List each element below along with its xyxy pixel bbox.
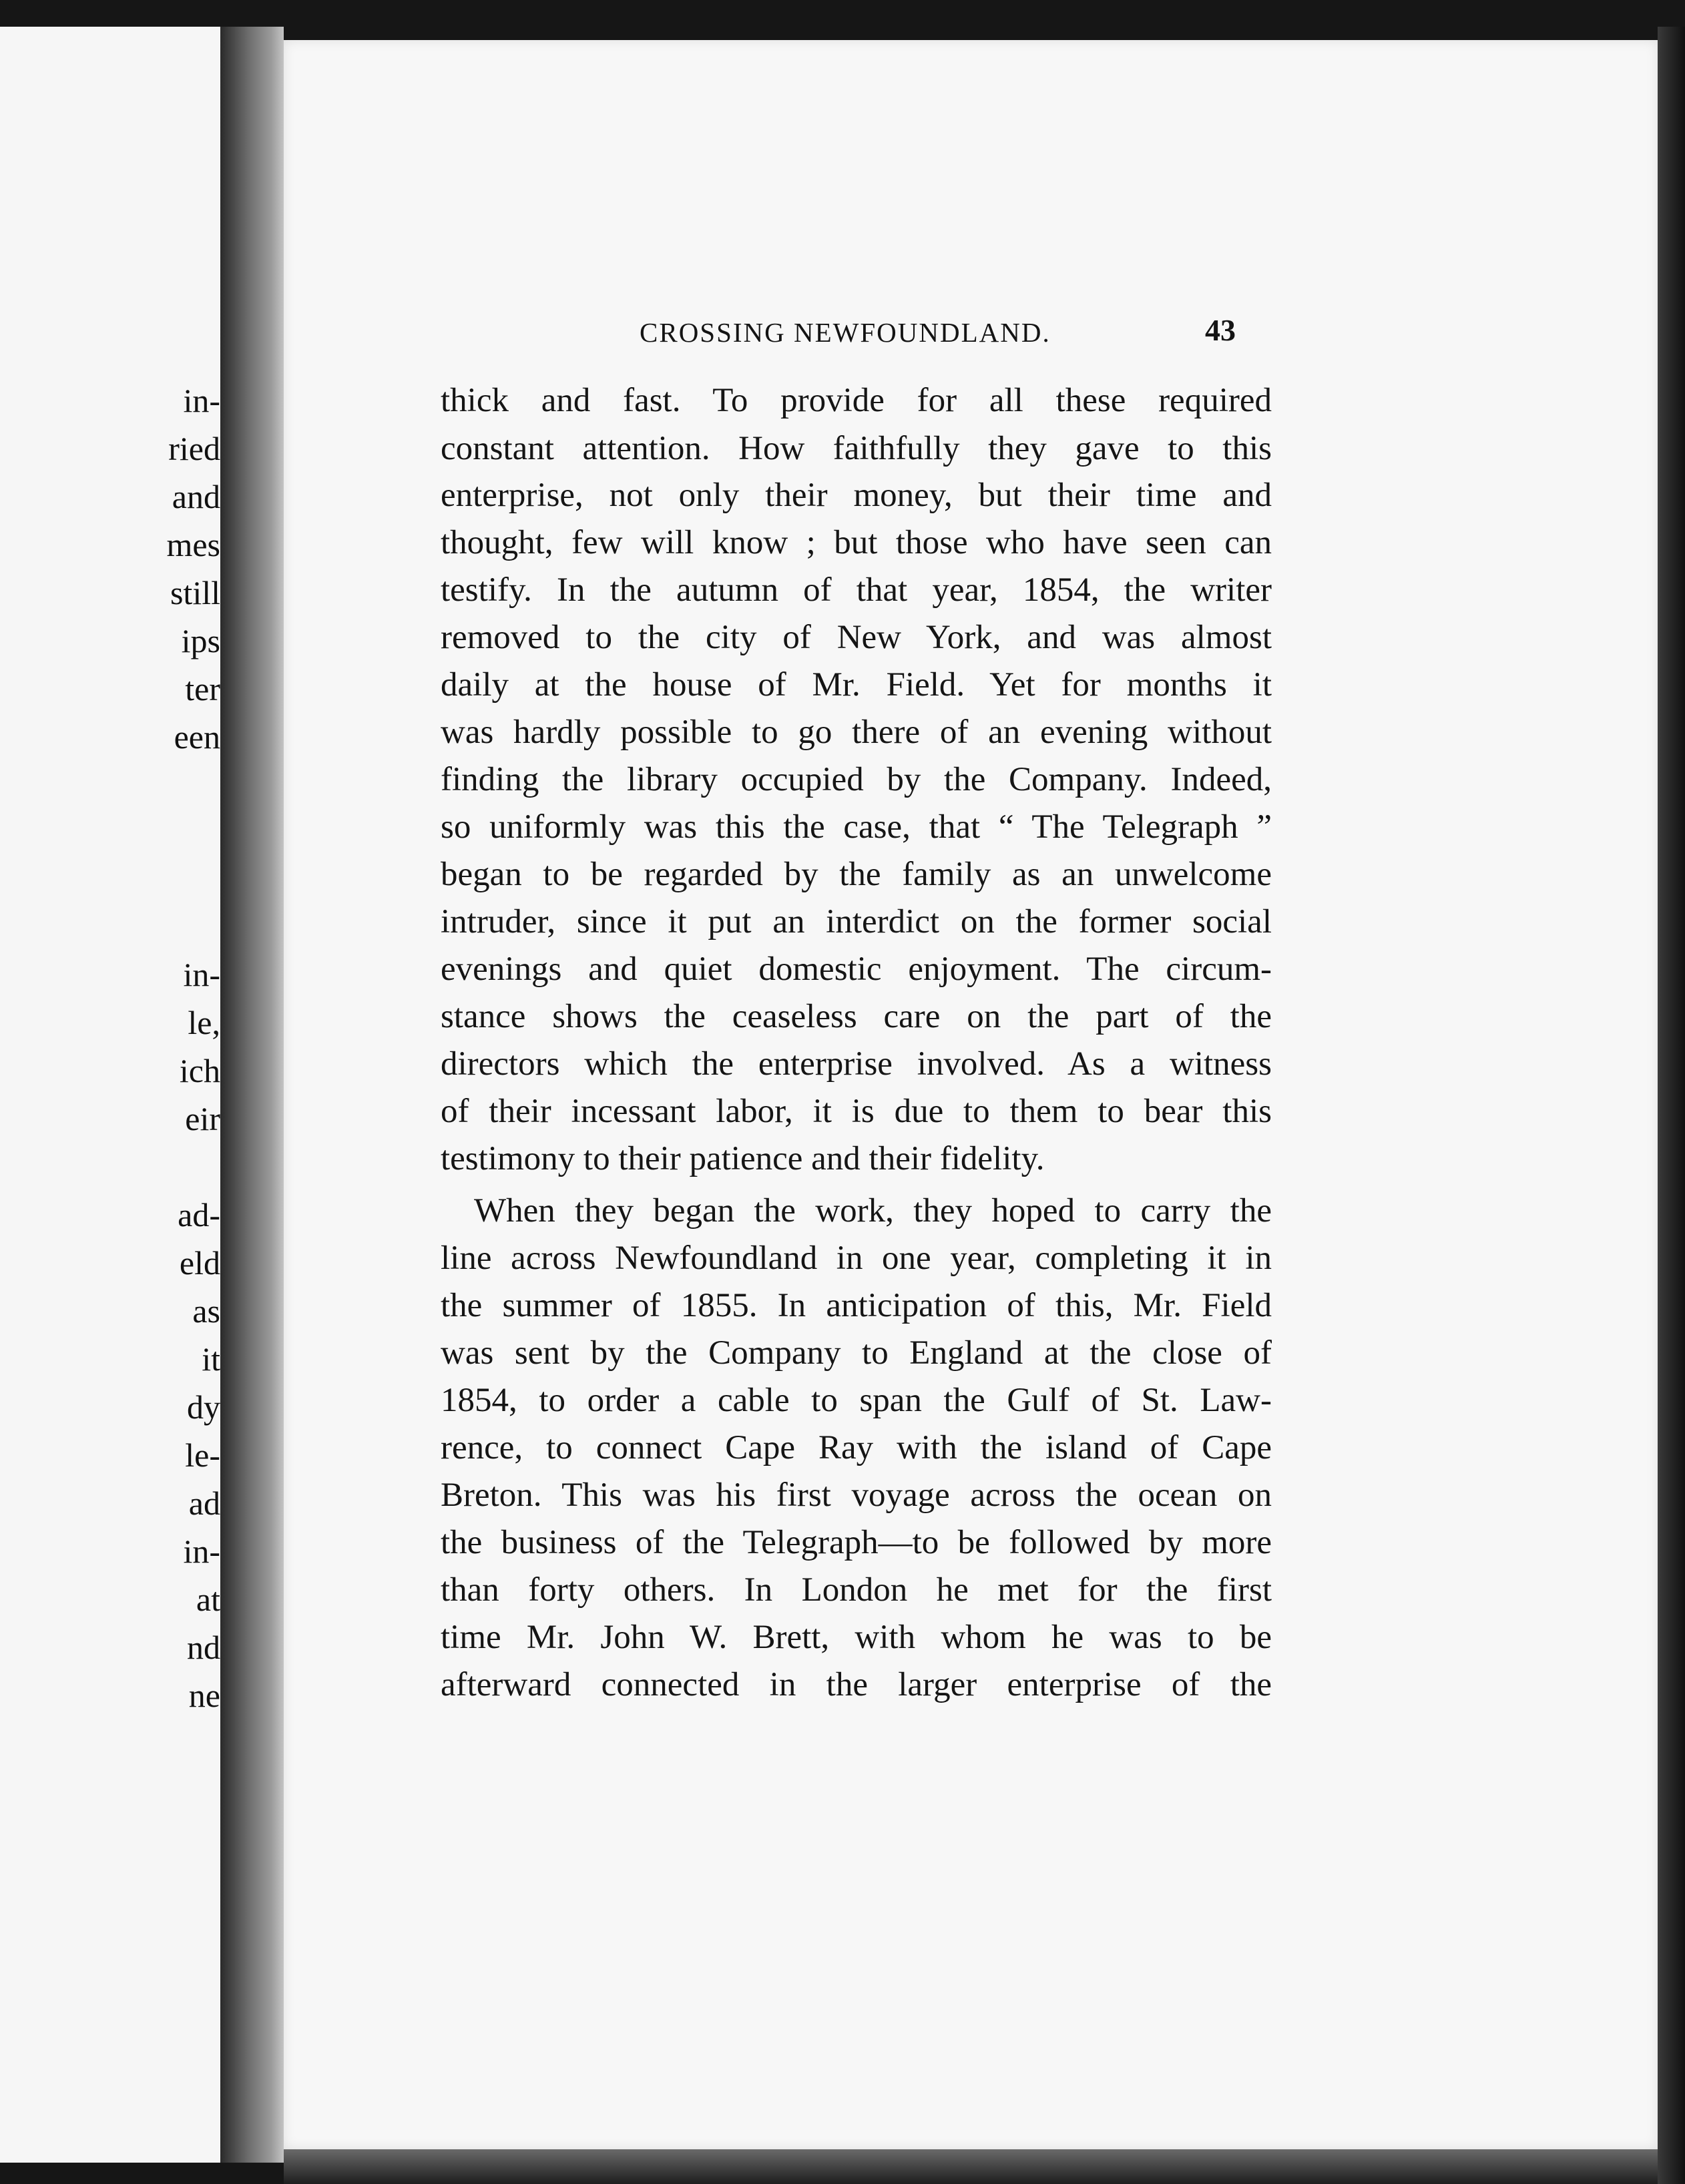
text-line: thick and fast. To provide for all these required (441, 382, 1272, 419)
text-line: testify. In the autumn of that year, 1854, the writer (441, 571, 1272, 609)
text-line: When they began the work, they hoped to carry the (474, 1192, 1272, 1230)
left-fragment: ips (181, 622, 220, 659)
text-line: 1854, to order a cable to span the Gulf of St. Law- (441, 1382, 1272, 1419)
text-line: daily at the house of Mr. Field. Yet for months it (441, 666, 1272, 704)
text-line: thought, few will know ; but those who have seen can (441, 524, 1272, 561)
text-line: than forty others. In London he met for the first (441, 1571, 1272, 1609)
left-fragment: in- (183, 956, 220, 993)
text-line: enterprise, not only their money, but their time and (441, 477, 1272, 514)
text-line: directors which the enterprise involved. As a witness (441, 1045, 1272, 1083)
left-fragment: le, (188, 1004, 220, 1041)
text-line: Breton. This was his first voyage across the ocean on (441, 1476, 1272, 1514)
running-header: CROSSING NEWFOUNDLAND. (640, 317, 1051, 348)
text-line: was sent by the Company to England at the close of (441, 1334, 1272, 1372)
text-line: finding the library occupied by the Company. Indeed, (441, 761, 1272, 798)
left-fragment: ich (179, 1052, 220, 1089)
left-fragment: and (172, 478, 220, 515)
text-line: the business of the Telegraph—to be followed by more (441, 1524, 1272, 1561)
text-line: intruder, since it put an interdict on the former social (441, 903, 1272, 940)
text-line: afterward connected in the larger enterprise of the (441, 1666, 1272, 1703)
left-fragment: at (196, 1581, 220, 1618)
left-fragment: as (192, 1292, 220, 1330)
text-line: evenings and quiet domestic enjoyment. The circum- (441, 950, 1272, 988)
previous-page-fragment (0, 27, 220, 2163)
text-line: line across Newfoundland in one year, completing it in (441, 1240, 1272, 1277)
left-fragment: in- (183, 1533, 220, 1570)
left-fragment: nd (187, 1629, 220, 1666)
text-line: removed to the city of New York, and was almost (441, 619, 1272, 656)
left-fragment: ad- (178, 1196, 220, 1234)
text-line: was hardly possible to go there of an evening without (441, 714, 1272, 751)
page-bottom-edge (284, 2149, 1658, 2184)
left-fragment: ter (185, 670, 220, 708)
page-number: 43 (1205, 313, 1236, 347)
left-fragment: in- (183, 382, 220, 419)
left-fragment: een (174, 718, 220, 756)
left-fragment: ne (188, 1677, 220, 1714)
text-line: constant attention. How faithfully they gave to this (441, 430, 1272, 467)
text-line: so uniformly was this the case, that “ The Telegraph ” (441, 808, 1272, 846)
page-gutter-shadow (220, 27, 284, 2163)
text-line: stance shows the ceaseless care on the part of the (441, 998, 1272, 1035)
left-fragment: dy (187, 1388, 220, 1426)
left-fragment: still (170, 574, 220, 611)
text-line: testimony to their patience and their fidelity. (441, 1140, 1045, 1177)
left-fragment: le- (185, 1436, 220, 1474)
text-line: began to be regarded by the family as an unwelcome (441, 856, 1272, 893)
left-fragment: eir (185, 1100, 220, 1137)
left-fragment: eld (179, 1244, 220, 1282)
left-fragment: it (202, 1340, 220, 1378)
left-fragment: ad (188, 1484, 220, 1522)
text-line: of their incessant labor, it is due to them to bear this (441, 1093, 1272, 1130)
left-fragment: mes (166, 526, 220, 563)
page-edge (1658, 27, 1685, 2184)
text-line: time Mr. John W. Brett, with whom he was to be (441, 1619, 1272, 1656)
left-fragment: ried (168, 430, 220, 467)
text-line: rence, to connect Cape Ray with the island of Cape (441, 1429, 1272, 1466)
text-line: the summer of 1855. In anticipation of this, Mr. Field (441, 1287, 1272, 1324)
